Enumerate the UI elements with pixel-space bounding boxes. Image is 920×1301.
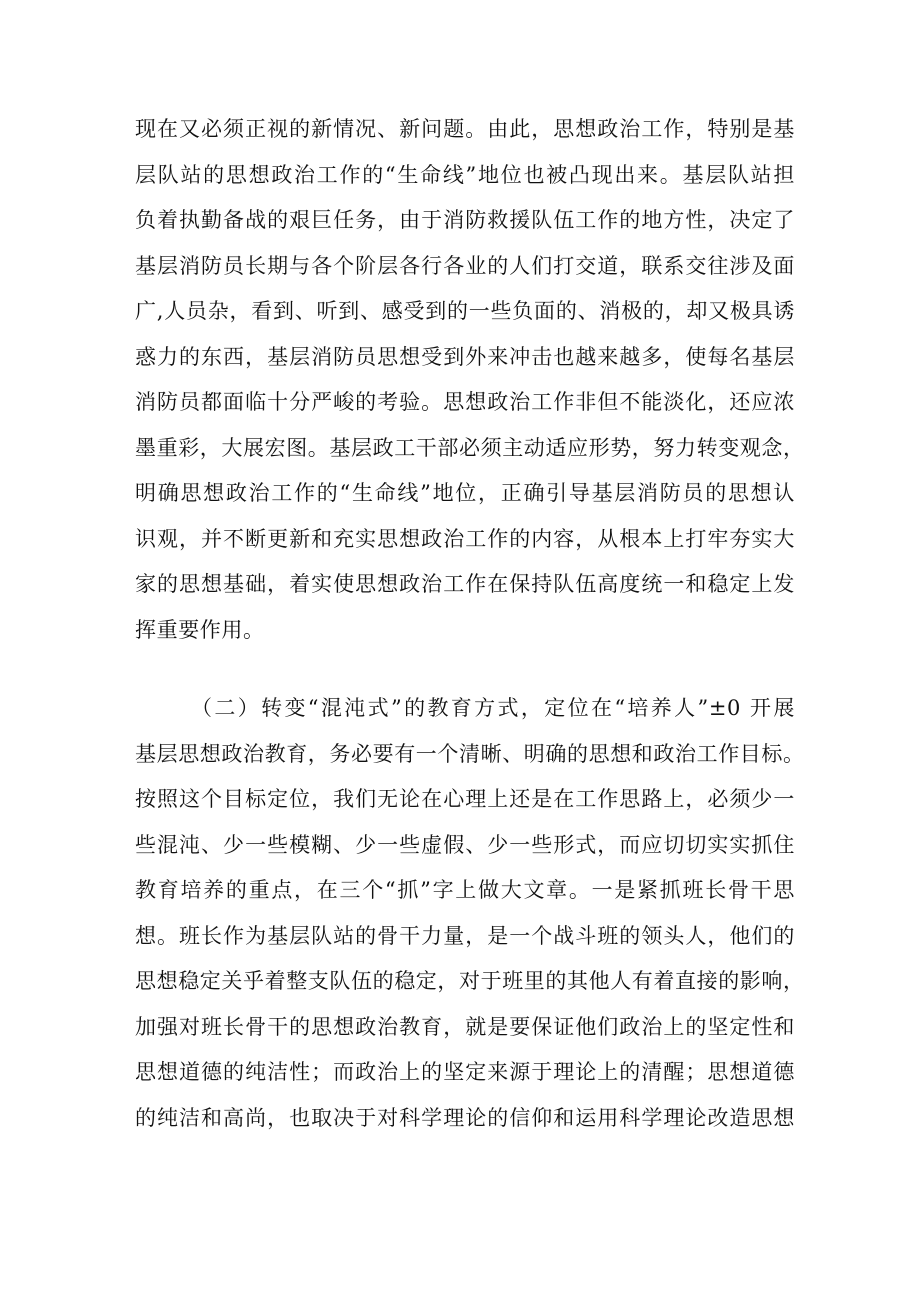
paragraph-1-line: 家的思想基础，着实使思想政治工作在保持队伍高度统一和稳定上发: [135, 572, 795, 596]
paragraph-1-line: 广,人员杂，看到、听到、感受到的一些负面的、消极的，却又极具诱: [135, 299, 795, 323]
paragraph-1-line: 惑力的东西，基层消防员思想受到外来冲击也越来越多，使每名基层: [135, 344, 795, 369]
paragraph-1-line: 墨重彩，大展宏图。基层政工干部必须主动适应形势，努力转变观念，: [135, 435, 805, 460]
paragraph-1-line: 现在又必须正视的新情况、新问题。由此，思想政治工作，特别是基: [135, 117, 795, 141]
paragraph-1-last-line: 挥重要作用。: [135, 617, 265, 642]
paragraph-2-line: 教育培养的重点，在三个“抓”字上做大文章。一是紧抓班长骨干思: [135, 878, 795, 902]
paragraph-1-line: 基层消防员长期与各个阶层各行各业的人们打交道，联系交往涉及面: [135, 253, 795, 278]
paragraph-2-line: 按照这个目标定位，我们无论在心理上还是在工作思路上，必须少一: [135, 787, 795, 811]
paragraph-1-line: 层队站的思想政治工作的“生命线”地位也被凸现出来。基层队站担: [135, 162, 795, 187]
paragraph-2-line: 想。班长作为基层队站的骨干力量，是一个战斗班的领头人，他们的: [135, 923, 795, 948]
paragraph-1-line: 明确思想政治工作的“生命线”地位，正确引导基层消防员的思想认: [135, 481, 795, 505]
paragraph-2-line: 思想道德的纯洁性；而政治上的坚定来源于理论上的清醒；思想道德: [135, 1060, 795, 1084]
paragraph-2-line: 基层思想政治教育，务必要有一个清晰、明确的思想和政治工作目标。: [135, 741, 805, 766]
paragraph-1: [135, 107, 805, 653]
paragraph-2: [135, 686, 805, 1141]
paragraph-1-line: 识观，并不断更新和充实思想政治工作的内容，从根本上打牢夯实大: [135, 526, 795, 551]
paragraph-2-line: 的纯洁和高尚，也取决于对科学理论的信仰和运用科学理论改造思想: [135, 1105, 795, 1130]
paragraph-2-line: 些混沌、少一些模糊、少一些虚假、少一些形式，而应切切实实抓住: [135, 832, 795, 857]
paragraph-1-line: 消防员都面临十分严峻的考验。思想政治工作非但不能淡化，还应浓: [135, 390, 795, 414]
paragraph-2-line: 加强对班长骨干的思想政治教育，就是要保证他们政治上的坚定性和: [135, 1014, 795, 1039]
paragraph-2-first-line: （二）转变“混沌式”的教育方式，定位在“培养人”±0 开展: [191, 696, 795, 720]
paragraph-2-line: 思想稳定关乎着整支队伍的稳定，对于班里的其他人有着直接的影响，: [135, 969, 805, 993]
paragraph-1-line: 负着执勤备战的艰巨任务，由于消防救援队伍工作的地方性，决定了: [135, 208, 795, 232]
